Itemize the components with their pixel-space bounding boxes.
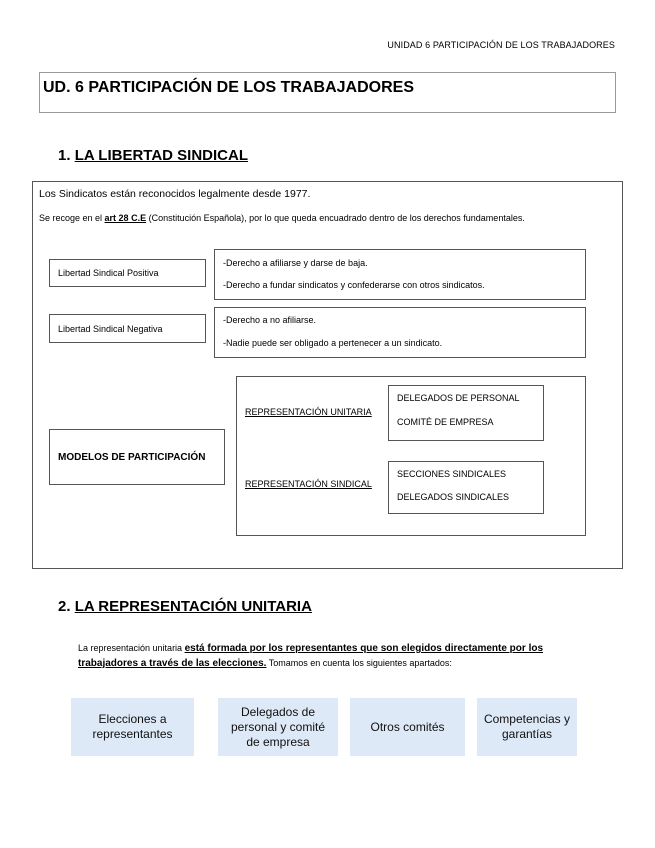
sindical-item-1: SECCIONES SINDICALES xyxy=(397,469,507,479)
negative-freedom-label xyxy=(49,314,206,343)
article-reference: art 28 C.E xyxy=(104,213,147,223)
topic-otros-comites-label: Otros comités xyxy=(370,719,445,734)
topic-elecciones-label: Elecciones a representantes xyxy=(92,712,173,741)
section-1-heading xyxy=(58,147,248,164)
sindical-items-box xyxy=(388,461,544,514)
topic-delegados-label: Delegados de personal y comité de empresa xyxy=(230,704,326,749)
section-2-heading xyxy=(58,598,312,615)
section-1-number: 1. xyxy=(58,147,71,164)
models-label-box xyxy=(49,429,225,485)
section-1-title: LA LIBERTAD SINDICAL xyxy=(74,147,249,164)
unitaria-item-2: COMITÉ DE EMPRESA xyxy=(397,417,494,427)
paragraph-emphasis-1: está formada por los representantes que son elegidos directamente por los xyxy=(184,643,544,654)
recognition-suffix: (Constitución Española), por lo que queda encuadrado dentro de los derechos fundamentales. xyxy=(146,213,525,223)
positive-freedom-text: Libertad Sindical Positiva xyxy=(58,268,159,278)
unitaria-label: REPRESENTACIÓN UNITARIA xyxy=(245,407,372,417)
models-label: MODELOS DE PARTICIPACIÓN xyxy=(58,451,206,463)
section-2-paragraph xyxy=(78,641,618,671)
main-title: UD. 6 PARTICIPACIÓN DE LOS TRABAJADORES xyxy=(43,79,414,96)
section-2-title: LA REPRESENTACIÓN UNITARIA xyxy=(74,598,312,615)
topic-delegados xyxy=(218,698,338,756)
unitaria-item-1: DELEGADOS DE PERSONAL xyxy=(397,393,520,403)
negative-right-2: -Nadie puede ser obligado a pertenecer a un sindicato. xyxy=(223,338,443,348)
section-2-number: 2. xyxy=(58,598,71,615)
positive-freedom-label xyxy=(49,259,206,287)
paragraph-tail: Tomamos en cuenta los siguientes apartados: xyxy=(266,658,452,668)
sindical-item-2: DELEGADOS SINDICALES xyxy=(397,492,510,502)
paragraph-emphasis-2: trabajadores a través de las elecciones. xyxy=(78,658,267,669)
topic-competencias xyxy=(477,698,577,756)
positive-right-1: -Derecho a afiliarse y darse de baja. xyxy=(223,258,368,268)
topic-otros-comites xyxy=(350,698,465,756)
negative-right-1: -Derecho a no afiliarse. xyxy=(223,315,317,325)
negative-freedom-text: Libertad Sindical Negativa xyxy=(58,323,163,334)
intro-line: Los Sindicatos están reconocidos legalmente desde 1977. xyxy=(39,188,311,200)
recognition-prefix: Se recoge en el xyxy=(39,213,105,223)
unitaria-items-box xyxy=(388,385,544,441)
positive-rights-box xyxy=(214,249,586,300)
sindical-label: REPRESENTACIÓN SINDICAL xyxy=(245,479,372,489)
recognition-line xyxy=(39,213,525,223)
positive-right-2: -Derecho a fundar sindicatos y confederarse con otros sindicatos. xyxy=(223,280,485,290)
paragraph-lead: La representación unitaria xyxy=(78,643,185,653)
negative-rights-box xyxy=(214,307,586,358)
topic-competencias-label: Competencias y garantías xyxy=(483,712,571,741)
topic-elecciones xyxy=(71,698,194,756)
running-header: UNIDAD 6 PARTICIPACIÓN DE LOS TRABAJADORES xyxy=(387,40,615,50)
main-title-box xyxy=(39,72,616,113)
